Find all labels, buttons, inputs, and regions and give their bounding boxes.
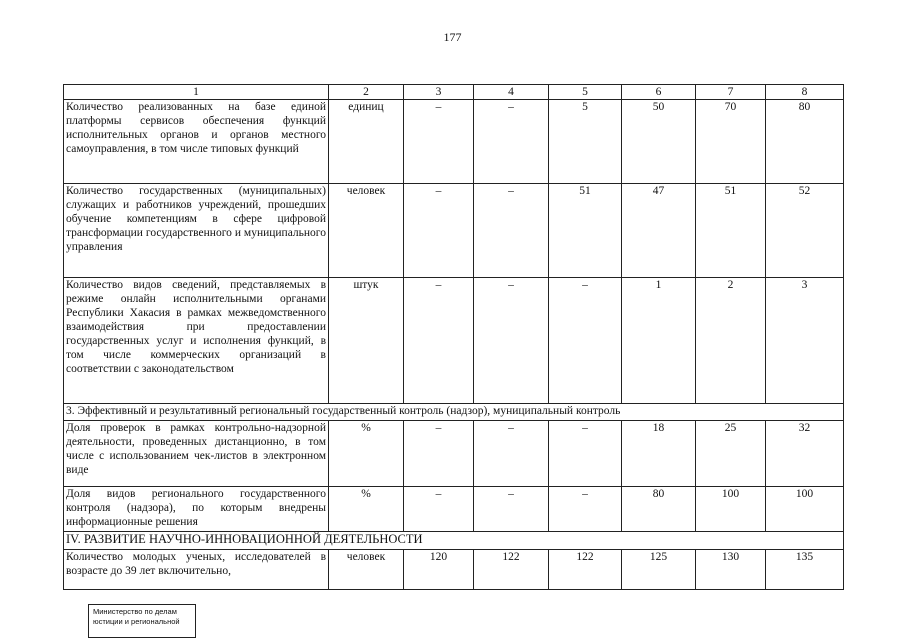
header-cell: 5	[549, 85, 622, 100]
value-cell: 51	[696, 184, 766, 278]
table-row	[64, 421, 844, 487]
indicator-name: Доля проверок в рамках контрольно-надзорной деятельности, проведенных дистанционно, в том числе с использованием чек-листов в электронном виде	[64, 421, 329, 487]
table-row	[64, 487, 844, 532]
value-cell: 52	[766, 184, 844, 278]
unit-cell: единиц	[329, 100, 404, 184]
stamp-line: юстиции и региональной	[93, 617, 180, 626]
table-row	[64, 550, 844, 590]
indicator-name: Количество молодых ученых, исследователей в возрасте до 39 лет включительно,	[64, 550, 329, 590]
value-cell: 51	[549, 184, 622, 278]
value-cell: 3	[766, 278, 844, 404]
value-cell: –	[474, 487, 549, 532]
section-row	[64, 532, 844, 550]
value-cell: –	[474, 278, 549, 404]
unit-cell: штук	[329, 278, 404, 404]
section-title: 3. Эффективный и результативный региональный государственный контроль (надзор), муниципальный контроль	[64, 404, 844, 421]
header-cell: 6	[622, 85, 696, 100]
header-cell: 1	[64, 85, 329, 100]
stamp-line: Министерство по делам	[93, 607, 177, 616]
value-cell: –	[404, 421, 474, 487]
value-cell: 80	[766, 100, 844, 184]
table-row	[64, 100, 844, 184]
value-cell: 120	[404, 550, 474, 590]
value-cell: 100	[696, 487, 766, 532]
value-cell: –	[404, 487, 474, 532]
value-cell: 130	[696, 550, 766, 590]
unit-cell: человек	[329, 184, 404, 278]
value-cell: 80	[622, 487, 696, 532]
unit-cell: %	[329, 487, 404, 532]
unit-cell: %	[329, 421, 404, 487]
section-row	[64, 404, 844, 421]
header-cell: 3	[404, 85, 474, 100]
header-cell: 7	[696, 85, 766, 100]
value-cell: 122	[474, 550, 549, 590]
value-cell: 1	[622, 278, 696, 404]
value-cell: –	[404, 100, 474, 184]
header-cell: 2	[329, 85, 404, 100]
value-cell: 18	[622, 421, 696, 487]
page-number: 177	[443, 30, 462, 44]
value-cell: –	[474, 184, 549, 278]
value-cell: –	[549, 421, 622, 487]
unit-cell: человек	[329, 550, 404, 590]
value-cell: 5	[549, 100, 622, 184]
value-cell: –	[404, 184, 474, 278]
value-cell: –	[404, 278, 474, 404]
indicator-name: Доля видов регионального государственного контроля (надзора), по которым внедрены информационные решения	[64, 487, 329, 532]
indicator-name: Количество реализованных на базе единой платформы сервисов обеспечения функций исполнительных органов и органов местного самоуправления, в том числе типовых функций	[64, 100, 329, 184]
value-cell: 50	[622, 100, 696, 184]
value-cell: 70	[696, 100, 766, 184]
indicator-name: Количество государственных (муниципальных) служащих и работников учреждений, прошедших обучение компетенциям в сфере цифровой трансформации государственного и муниципального управления	[64, 184, 329, 278]
header-cell: 4	[474, 85, 549, 100]
header-cell: 8	[766, 85, 844, 100]
value-cell: 2	[696, 278, 766, 404]
table-header-row	[64, 85, 844, 100]
value-cell: 125	[622, 550, 696, 590]
value-cell: 32	[766, 421, 844, 487]
table-row	[64, 184, 844, 278]
value-cell: 47	[622, 184, 696, 278]
section-title: IV. РАЗВИТИЕ НАУЧНО-ИННОВАЦИОННОЙ ДЕЯТЕЛЬНОСТИ	[64, 532, 844, 550]
value-cell: 100	[766, 487, 844, 532]
table-row	[64, 278, 844, 404]
value-cell: 135	[766, 550, 844, 590]
indicators-table	[63, 84, 844, 590]
ministry-stamp	[88, 604, 196, 638]
value-cell: –	[474, 421, 549, 487]
value-cell: –	[549, 487, 622, 532]
value-cell: 25	[696, 421, 766, 487]
value-cell: 122	[549, 550, 622, 590]
indicator-name: Количество видов сведений, представляемых в режиме онлайн исполнительными органами Республики Хакасия в рамках межведомственного взаимодействия при предоставлении государственных услуг и исполнения функций, в том числе коммерческих организаций в соответствии с законодательством	[64, 278, 329, 404]
value-cell: –	[474, 100, 549, 184]
value-cell: –	[549, 278, 622, 404]
